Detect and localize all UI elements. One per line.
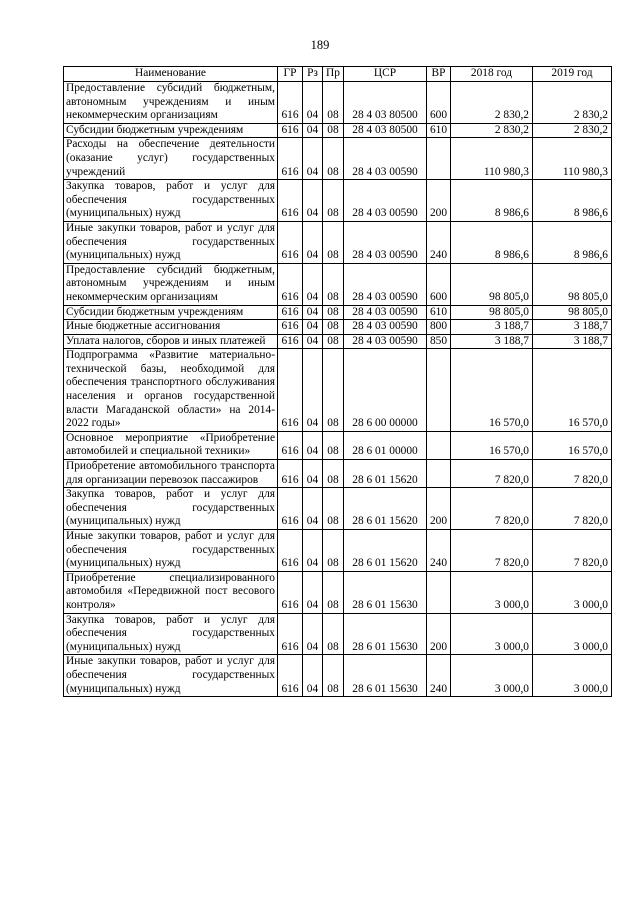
cell-gr: 616: [278, 530, 303, 572]
cell-vr: 850: [427, 334, 451, 349]
cell-gr: 616: [278, 460, 303, 488]
cell-name: Приобретение специализированного автомобиля «Передвижной пост весового контроля»: [64, 571, 278, 613]
cell-name: Закупка товаров, работ и услуг для обеспечения государственных (муниципальных) нужд: [64, 613, 278, 655]
table-row: [64, 334, 612, 349]
cell-gr: 616: [278, 305, 303, 320]
cell-2018: 110 980,3: [451, 138, 533, 180]
cell-rz: 04: [303, 571, 323, 613]
cell-2019: 8 986,6: [533, 180, 612, 222]
cell-pr: 08: [323, 221, 344, 263]
cell-gr: 616: [278, 221, 303, 263]
header-2019: 2019 год: [533, 67, 612, 82]
cell-2019: 2 830,2: [533, 82, 612, 124]
cell-gr: 616: [278, 263, 303, 305]
cell-gr: 616: [278, 123, 303, 138]
cell-rz: 04: [303, 123, 323, 138]
cell-name: Иные закупки товаров, работ и услуг для обеспечения государственных (муниципальных) нужд: [64, 530, 278, 572]
cell-name: Иные бюджетные ассигнования: [64, 320, 278, 335]
cell-csr: 28 6 01 15620: [344, 460, 427, 488]
cell-2018: 7 820,0: [451, 488, 533, 530]
cell-vr: 200: [427, 488, 451, 530]
table-row: [64, 655, 612, 697]
cell-2018: 98 805,0: [451, 305, 533, 320]
cell-name: Закупка товаров, работ и услуг для обеспечения государственных (муниципальных) нужд: [64, 488, 278, 530]
cell-vr: [427, 431, 451, 459]
cell-csr: 28 4 03 00590: [344, 221, 427, 263]
cell-2019: 7 820,0: [533, 530, 612, 572]
cell-2018: 16 570,0: [451, 431, 533, 459]
budget-table: [63, 66, 612, 697]
cell-2018: 2 830,2: [451, 123, 533, 138]
cell-rz: 04: [303, 488, 323, 530]
cell-name: Субсидии бюджетным учреждениям: [64, 305, 278, 320]
cell-rz: 04: [303, 320, 323, 335]
table-header-row: [64, 67, 612, 82]
cell-2018: 3 000,0: [451, 571, 533, 613]
table-row: [64, 431, 612, 459]
cell-rz: 04: [303, 138, 323, 180]
cell-rz: 04: [303, 530, 323, 572]
cell-rz: 04: [303, 613, 323, 655]
cell-gr: 616: [278, 655, 303, 697]
cell-2018: 98 805,0: [451, 263, 533, 305]
header-vr: ВР: [427, 67, 451, 82]
cell-2019: 98 805,0: [533, 263, 612, 305]
header-2018: 2018 год: [451, 67, 533, 82]
cell-csr: 28 6 01 15620: [344, 530, 427, 572]
cell-csr: 28 4 03 00590: [344, 138, 427, 180]
cell-rz: 04: [303, 334, 323, 349]
cell-rz: 04: [303, 431, 323, 459]
cell-gr: 616: [278, 82, 303, 124]
cell-vr: [427, 138, 451, 180]
cell-gr: 616: [278, 320, 303, 335]
cell-2019: 3 000,0: [533, 613, 612, 655]
cell-csr: 28 4 03 00590: [344, 334, 427, 349]
cell-vr: 610: [427, 123, 451, 138]
cell-name: Предоставление субсидий бюджетным, автономным учреждениям и иным некоммерческим организациям: [64, 82, 278, 124]
cell-2018: 8 986,6: [451, 180, 533, 222]
cell-vr: 800: [427, 320, 451, 335]
table-row: [64, 263, 612, 305]
cell-2018: 3 000,0: [451, 655, 533, 697]
cell-2018: 2 830,2: [451, 82, 533, 124]
cell-pr: 08: [323, 571, 344, 613]
cell-pr: 08: [323, 349, 344, 432]
cell-csr: 28 4 03 00590: [344, 305, 427, 320]
table-row: [64, 82, 612, 124]
cell-2019: 7 820,0: [533, 488, 612, 530]
cell-name: Закупка товаров, работ и услуг для обеспечения государственных (муниципальных) нужд: [64, 180, 278, 222]
cell-csr: 28 6 01 00000: [344, 431, 427, 459]
cell-pr: 08: [323, 263, 344, 305]
cell-vr: [427, 349, 451, 432]
table-row: [64, 349, 612, 432]
cell-name: Предоставление субсидий бюджетным, автономным учреждениям и иным некоммерческим организациям: [64, 263, 278, 305]
cell-vr: 240: [427, 530, 451, 572]
cell-2018: 3 188,7: [451, 334, 533, 349]
cell-vr: 200: [427, 613, 451, 655]
cell-rz: 04: [303, 305, 323, 320]
cell-2019: 3 188,7: [533, 334, 612, 349]
cell-rz: 04: [303, 221, 323, 263]
cell-name: Подпрограмма «Развитие материально-технической базы, необходимой для обеспечения транспортного обслуживания населения и органов государственной власти Магаданской области» на 2014-2022 годы»: [64, 349, 278, 432]
cell-rz: 04: [303, 655, 323, 697]
cell-rz: 04: [303, 349, 323, 432]
cell-name: Основное мероприятие «Приобретение автомобилей и специальной техники»: [64, 431, 278, 459]
table-row: [64, 305, 612, 320]
cell-gr: 616: [278, 349, 303, 432]
cell-name: Уплата налогов, сборов и иных платежей: [64, 334, 278, 349]
header-pr: Пр: [323, 67, 344, 82]
cell-gr: 616: [278, 488, 303, 530]
table-row: [64, 530, 612, 572]
cell-2018: 7 820,0: [451, 530, 533, 572]
cell-csr: 28 6 01 15630: [344, 613, 427, 655]
table-body: [64, 82, 612, 697]
cell-vr: 600: [427, 82, 451, 124]
header-rz: Рз: [303, 67, 323, 82]
cell-2019: 2 830,2: [533, 123, 612, 138]
cell-rz: 04: [303, 460, 323, 488]
cell-gr: 616: [278, 431, 303, 459]
cell-pr: 08: [323, 138, 344, 180]
cell-2018: 3 188,7: [451, 320, 533, 335]
cell-vr: [427, 460, 451, 488]
cell-csr: 28 4 03 00590: [344, 263, 427, 305]
cell-name: Расходы на обеспечение деятельности (оказание услуг) государственных учреждений: [64, 138, 278, 180]
header-name: Наименование: [64, 67, 278, 82]
cell-csr: 28 6 01 15630: [344, 571, 427, 613]
cell-rz: 04: [303, 82, 323, 124]
table-row: [64, 613, 612, 655]
cell-csr: 28 4 03 00590: [344, 180, 427, 222]
cell-name: Приобретение автомобильного транспорта для организации перевозок пассажиров: [64, 460, 278, 488]
header-gr: ГР: [278, 67, 303, 82]
cell-2019: 3 000,0: [533, 655, 612, 697]
cell-pr: 08: [323, 334, 344, 349]
cell-vr: 600: [427, 263, 451, 305]
cell-vr: 200: [427, 180, 451, 222]
page-number: 189: [310, 38, 330, 52]
cell-2019: 8 986,6: [533, 221, 612, 263]
cell-gr: 616: [278, 571, 303, 613]
table-row: [64, 460, 612, 488]
cell-gr: 616: [278, 180, 303, 222]
cell-2019: 3 000,0: [533, 571, 612, 613]
cell-csr: 28 4 03 00590: [344, 320, 427, 335]
cell-pr: 08: [323, 180, 344, 222]
cell-2018: 7 820,0: [451, 460, 533, 488]
cell-csr: 28 6 01 15620: [344, 488, 427, 530]
table-row: [64, 320, 612, 335]
cell-gr: 616: [278, 613, 303, 655]
cell-pr: 08: [323, 320, 344, 335]
cell-pr: 08: [323, 82, 344, 124]
header-csr: ЦСР: [344, 67, 427, 82]
cell-pr: 08: [323, 460, 344, 488]
cell-2018: 8 986,6: [451, 221, 533, 263]
cell-vr: 610: [427, 305, 451, 320]
cell-2019: 16 570,0: [533, 349, 612, 432]
cell-2019: 110 980,3: [533, 138, 612, 180]
cell-vr: [427, 571, 451, 613]
cell-vr: 240: [427, 655, 451, 697]
cell-name: Иные закупки товаров, работ и услуг для обеспечения государственных (муниципальных) нужд: [64, 221, 278, 263]
cell-gr: 616: [278, 334, 303, 349]
cell-pr: 08: [323, 530, 344, 572]
cell-csr: 28 4 03 80500: [344, 123, 427, 138]
table-row: [64, 488, 612, 530]
cell-gr: 616: [278, 138, 303, 180]
cell-pr: 08: [323, 305, 344, 320]
table-row: [64, 571, 612, 613]
cell-2019: 98 805,0: [533, 305, 612, 320]
cell-pr: 08: [323, 613, 344, 655]
cell-pr: 08: [323, 488, 344, 530]
cell-pr: 08: [323, 123, 344, 138]
table-row: [64, 138, 612, 180]
cell-2018: 3 000,0: [451, 613, 533, 655]
cell-pr: 08: [323, 655, 344, 697]
cell-pr: 08: [323, 431, 344, 459]
cell-2019: 7 820,0: [533, 460, 612, 488]
cell-2018: 16 570,0: [451, 349, 533, 432]
cell-csr: 28 4 03 80500: [344, 82, 427, 124]
cell-name: Субсидии бюджетным учреждениям: [64, 123, 278, 138]
table-row: [64, 123, 612, 138]
table-row: [64, 180, 612, 222]
cell-2019: 3 188,7: [533, 320, 612, 335]
cell-2019: 16 570,0: [533, 431, 612, 459]
cell-rz: 04: [303, 180, 323, 222]
cell-csr: 28 6 01 15630: [344, 655, 427, 697]
cell-name: Иные закупки товаров, работ и услуг для обеспечения государственных (муниципальных) нужд: [64, 655, 278, 697]
cell-rz: 04: [303, 263, 323, 305]
cell-vr: 240: [427, 221, 451, 263]
table-row: [64, 221, 612, 263]
cell-csr: 28 6 00 00000: [344, 349, 427, 432]
